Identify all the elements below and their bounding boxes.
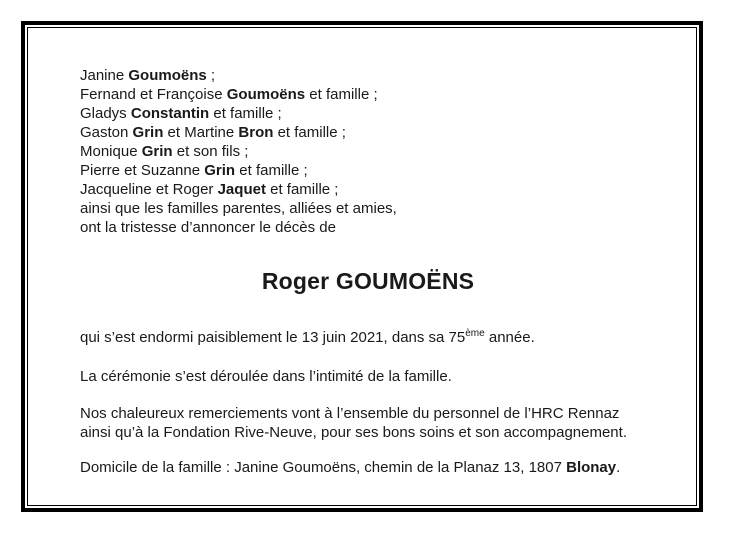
family-line [80,199,656,218]
family-line [80,123,656,142]
domicile-note [80,458,656,477]
death-statement-end: année. [484,329,535,346]
family-surname-bold: Goumoëns [226,86,306,103]
death-statement-text: qui s’est endormi paisiblement le 13 juin 2021, dans sa 75 [80,329,466,346]
family-line-text: ainsi que les familles parentes, alliées et amies, [80,200,397,217]
thanks-line-1: Nos chaleureux remerciements vont à l’ensemble du personnel de l’HRC Rennaz [80,405,620,422]
family-line-text: Pierre et Suzanne [80,162,205,179]
family-line [80,142,656,161]
family-line-text: et famille ; [305,86,378,103]
family-line-text: et famille ; [265,181,339,198]
family-line-text: et famille ; [209,105,282,122]
family-line [80,66,656,85]
notice-outer-border [21,21,703,512]
family-surname-bold: Goumoëns [128,67,207,84]
family-surname-bold: Constantin [130,105,210,122]
death-statement [80,328,656,347]
family-line [80,104,656,123]
family-line-text: et son fils ; [172,143,249,160]
family-line-text: Gladys [80,105,131,122]
family-surname-bold: Grin [132,124,164,141]
family-line [80,85,656,104]
deceased-name: Roger GOUMOËNS [261,268,475,294]
family-line-text: Jacqueline et Roger [80,181,218,198]
family-line [80,218,656,237]
domicile-town: Blonay [566,459,617,476]
thanks-line-2: ainsi qu’à la Fondation Rive-Neuve, pour ses bons soins et son accompagnement. [80,424,627,441]
family-surname-bold: Grin [141,143,173,160]
family-line-text: Monique [80,143,142,160]
family-line-text: Fernand et Françoise [80,86,227,103]
family-surname-bold: Jaquet [217,181,266,198]
domicile-text: Domicile de la famille : Janine Goumoëns, chemin de la Planaz 13, 1807 [80,459,567,476]
family-line-text: et famille ; [235,162,308,179]
family-line-text: ont la tristesse d’annoncer le décès de [80,219,336,236]
family-surname-bold: Bron [238,124,274,141]
notice-inner-border [27,27,697,506]
thanks-note [80,404,656,442]
family-line-text: et Martine [163,124,239,141]
family-line [80,161,656,180]
family-line [80,180,656,199]
family-line-text: et famille ; [273,124,346,141]
family-line-text: Gaston [80,124,133,141]
family-line-text: Janine [80,67,129,84]
domicile-period: . [616,459,621,476]
ordinal-suffix: ème [465,328,485,339]
family-list [80,66,656,237]
family-surname-bold: Grin [204,162,236,179]
family-line-text: ; [206,67,216,84]
ceremony-note: La cérémonie s’est déroulée dans l’intimité de la famille. [80,368,452,385]
